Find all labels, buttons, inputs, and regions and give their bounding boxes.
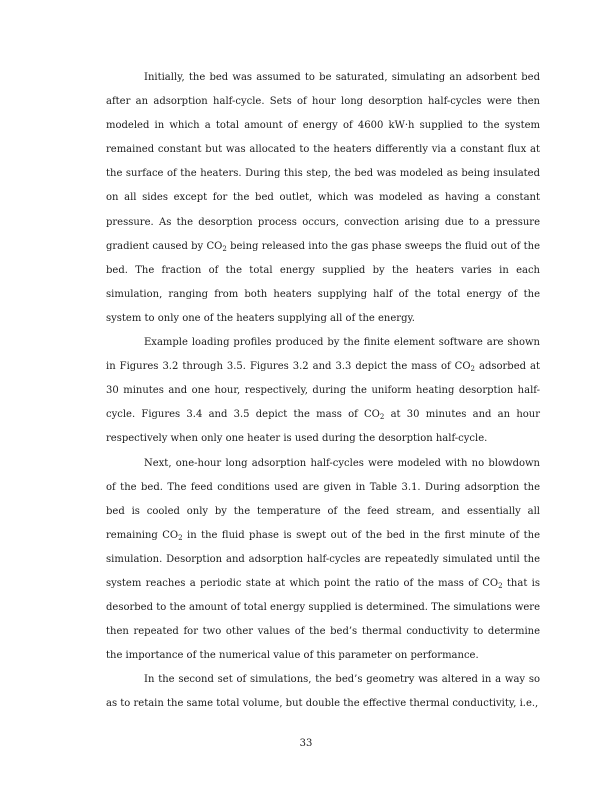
paragraph-loading-profiles: Example loading profiles produced by the finite element software are shown in Figures 3.2 through 3.5. Figures 3.2 and 3.3 depict the mass of $CO_2$ adsorbed at 30 minutes and one hour, respectively, during the uniform heating desorption half-cycle. Figures 3.4 and 3.5 depict the mass of $CO_2$ at 30 minutes and an hour respectively when only one heater is used during the desorption half-cycle. bbox=[106, 337, 540, 445]
paragraph-second-set: In the second set of simulations, the bed’s geometry was altered in a way so as to retain the same total volume, but double the effective thermal conductivity, i.e., bbox=[106, 674, 540, 710]
paragraph-initial-conditions: Initially, the bed was assumed to be saturated, simulating an adsorbent bed after an adsorption half-cycle. Sets of hour long desorption half-cycles were then modeled in which a total amount of energy of 4600 kW·h supplied to the system remained constant but was allocated to the heaters differently via a constant flux at the surface of the heaters. During this step, the bed was modeled as being insulated on all sides except for the bed outlet, which was modeled as having a constant pressure. As the desorption process occurs, convection arising due to a pressure gradient caused by $CO_2$ being released into the gas phase sweeps the fluid out of the bed. The fraction of the total energy supplied by the heaters varies in each simulation, ranging from both heaters supplying half of the total energy of the system to only one of the heaters supplying all of the energy. bbox=[106, 72, 540, 324]
page-body bbox=[106, 66, 540, 717]
paragraph-adsorption-half-cycles: Next, one-hour long adsorption half-cycles were modeled with no blowdown of the bed. The feed conditions used are given in Table 3.1. During adsorption the bed is cooled only by the temperature of the feed stream, and essentially all remaining $CO_2$ in the fluid phase is swept out of the bed in the first minute of the simulation. Desorption and adsorption half-cycles are repeatedly simulated until the system reaches a periodic state at which point the ratio of the mass of $CO_2$ that is desorbed to the amount of total energy supplied is determined. The simulations were then repeated for two other values of the bed’s thermal conductivity to determine the importance of the numerical value of this parameter on performance. bbox=[106, 457, 540, 662]
page-number: 33 bbox=[299, 738, 313, 749]
